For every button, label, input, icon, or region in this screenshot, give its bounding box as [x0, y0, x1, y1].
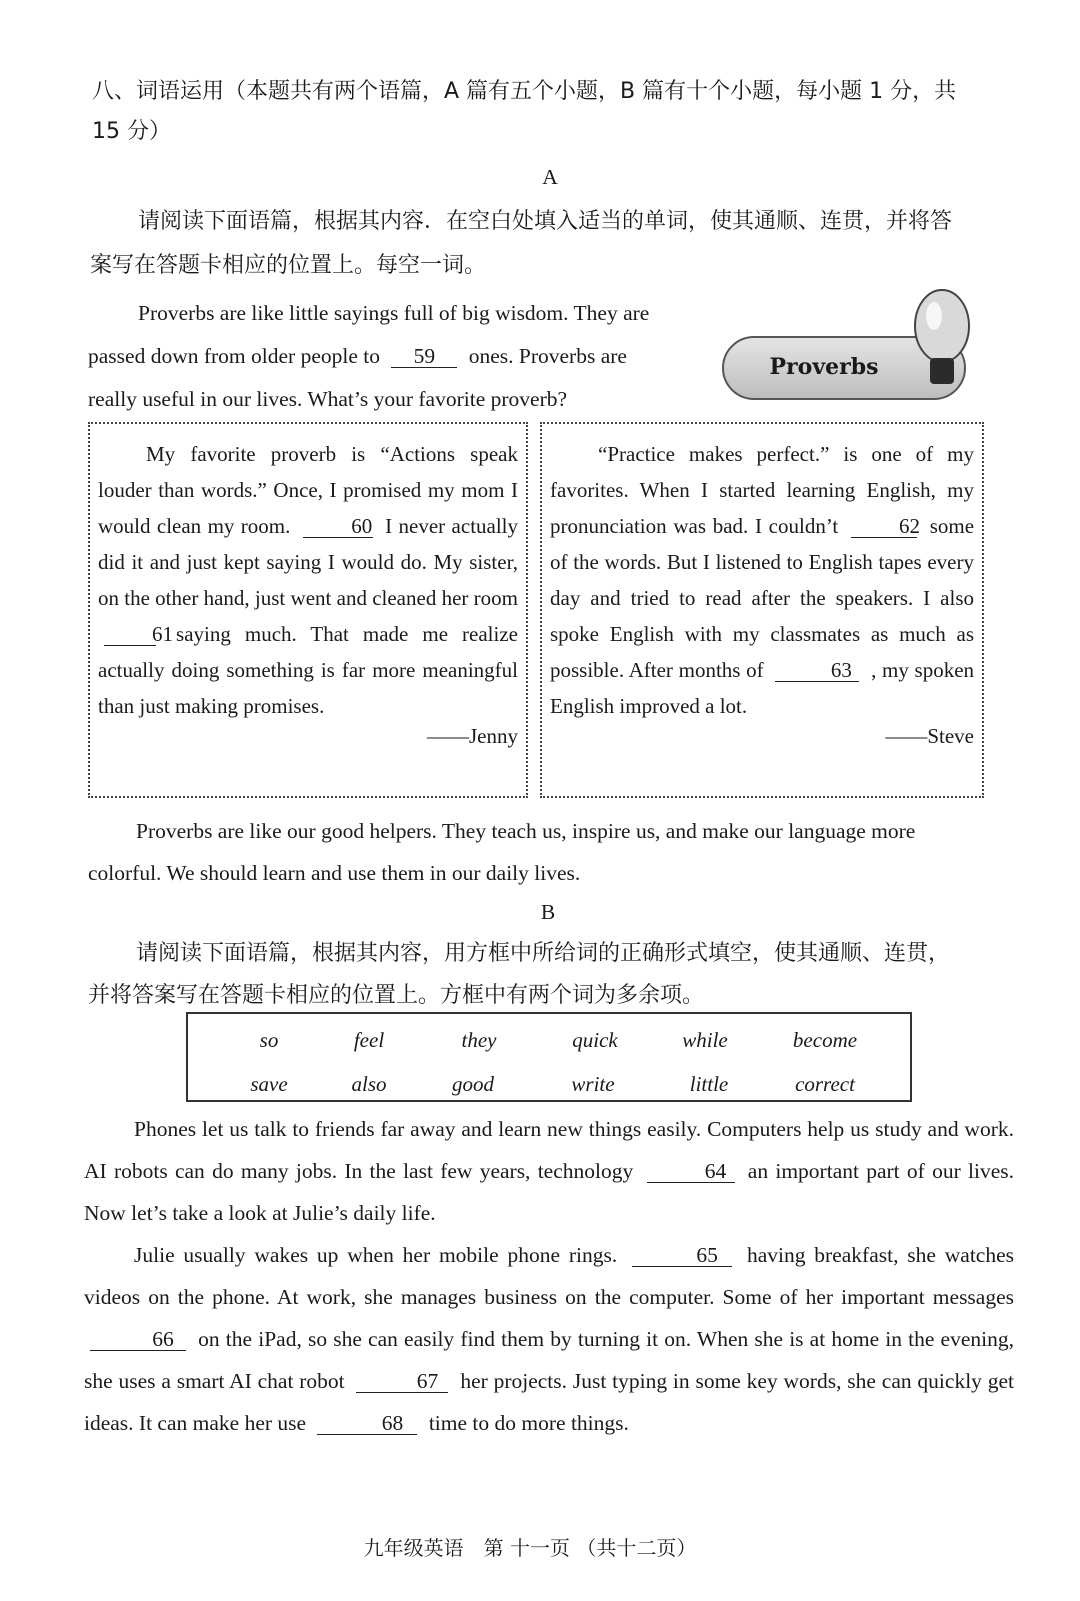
blank-68[interactable]: 68 — [317, 1412, 417, 1435]
word-save: save — [250, 1072, 288, 1096]
word-while: while — [682, 1028, 728, 1052]
word-feel: feel — [353, 1028, 385, 1052]
page-footer: 九年级英语 第 十一页 （共十二页） — [363, 1536, 697, 1560]
part-a-instruction-line1: 请阅读下面语篇，根据其内容．在空白处填入适当的单词，使其通顺、连贯，并将答 — [138, 209, 953, 234]
section-heading-line2: 15 分） — [92, 119, 171, 144]
blank-64[interactable]: 64 — [647, 1160, 735, 1183]
blank-67[interactable]: 67 — [356, 1370, 448, 1393]
part-b-instruction-line2: 并将答案写在答题卡相应的位置上。方框中有两个词为多余项。 — [88, 983, 705, 1008]
part-b-instruction-line1: 请阅读下面语篇，根据其内容，用方框中所给词的正确形式填空，使其通顺、连贯， — [136, 941, 951, 966]
jenny-text-2: I never actually did it and just kept saying I would do. My sister, on the other hand, just went and cleaned her room — [98, 514, 519, 610]
part-b-passage — [84, 1108, 1014, 1444]
blank-62[interactable]: 62 — [851, 515, 917, 538]
blank-65[interactable]: 65 — [632, 1244, 732, 1267]
steve-text-1: “Practice makes perfect.” is one of my favorites. When I started learning English, my pronunciation was bad. I couldn’t — [550, 442, 974, 538]
steve-text-2: some of the words. But I listened to English tapes every day and tried to read after the speakers. I also spoke English with my classmates as much as possible. After months of — [550, 514, 975, 682]
blank-60[interactable]: 60 — [303, 515, 373, 538]
part-a-instruction-line2: 案写在答题卡相应的位置上。每空一词。 — [90, 253, 487, 278]
part-b-label: B — [540, 900, 556, 924]
p2-a: Julie usually wakes up when her mobile phone rings. — [134, 1243, 618, 1267]
jenny-text-1: My favorite proverb is “Actions speak louder than words.” Once, I promised my mom I would clean my room. — [98, 442, 518, 538]
part-a-closing — [88, 810, 1018, 894]
word-write: write — [571, 1072, 615, 1096]
jenny-signature: ——Jenny — [427, 724, 518, 748]
word-correct: correct — [795, 1072, 855, 1096]
p2-b: having breakfast, she watches videos on the phone. At work, she manages business on the computer. Some of her important messages — [84, 1243, 1015, 1309]
word-also: also — [351, 1072, 387, 1096]
intro-line1: Proverbs are like little sayings full of big wisdom. They are — [138, 301, 650, 325]
part-a-instruction — [90, 200, 1020, 288]
steve-text — [550, 436, 974, 724]
p2-e: time to do more things. — [428, 1411, 629, 1435]
intro-line2-b: ones. Proverbs are — [468, 344, 627, 368]
intro-line2 — [88, 335, 708, 378]
intro-line2-a: passed down from older people to — [88, 344, 380, 368]
section-heading — [92, 72, 1022, 152]
part-b-paragraph-2 — [84, 1234, 1014, 1444]
part-b-instruction — [88, 933, 1018, 1017]
word-box — [186, 1012, 912, 1102]
intro-line3: really useful in our lives. What’s your favorite proverb? — [88, 387, 568, 411]
word-become: become — [792, 1028, 858, 1052]
word-quick: quick — [572, 1028, 618, 1052]
closing-line2: colorful. We should learn and use them in our daily lives. — [88, 861, 581, 885]
p2-c: on the iPad, so she can easily find them by turning it on. When she is at home in the evening, she uses a smart AI chat robot — [84, 1327, 1014, 1393]
part-a-label: A — [542, 165, 558, 189]
jenny-text-3: saying much. That made me realize actually doing something is far more meaningful than just making promises. — [98, 622, 518, 718]
part-a-intro — [88, 292, 708, 421]
steve-signature: ——Steve — [885, 724, 974, 748]
word-they: they — [461, 1028, 497, 1052]
jenny-box — [88, 422, 528, 798]
section-heading-line1: 八、词语运用（本题共有两个语篇，A 篇有五个小题，B 篇有十个小题，每小题 1 分，共 — [92, 79, 957, 104]
blank-63[interactable]: 63 — [775, 659, 859, 682]
word-so: so — [259, 1028, 279, 1052]
steve-box — [540, 422, 984, 798]
p1-a: Phones let us talk to friends far away and learn new things easily. Computers help us study and work. AI robots can do many jobs. In the last few years, technology — [84, 1117, 1014, 1183]
blank-66[interactable]: 66 — [90, 1328, 186, 1351]
jenny-text — [98, 436, 518, 724]
steve-text-3: , my spoken English improved a lot. — [550, 658, 975, 718]
p1-b: an important part of our lives. Now let’s take a look at Julie’s daily life. — [84, 1159, 1015, 1225]
banner-title: Proverbs — [769, 354, 879, 380]
word-good: good — [452, 1072, 494, 1096]
part-b-paragraph-1 — [84, 1108, 1014, 1234]
p2-d: her projects. Just typing in some key words, she can quickly get ideas. It can make her use — [84, 1369, 1015, 1435]
light-bulb-icon — [908, 286, 978, 396]
blank-61[interactable]: 61 — [104, 623, 156, 646]
blank-59[interactable]: 59 — [391, 345, 457, 368]
closing-line1: Proverbs are like our good helpers. They teach us, inspire us, and make our language more — [136, 819, 916, 843]
word-little: little — [689, 1072, 729, 1096]
